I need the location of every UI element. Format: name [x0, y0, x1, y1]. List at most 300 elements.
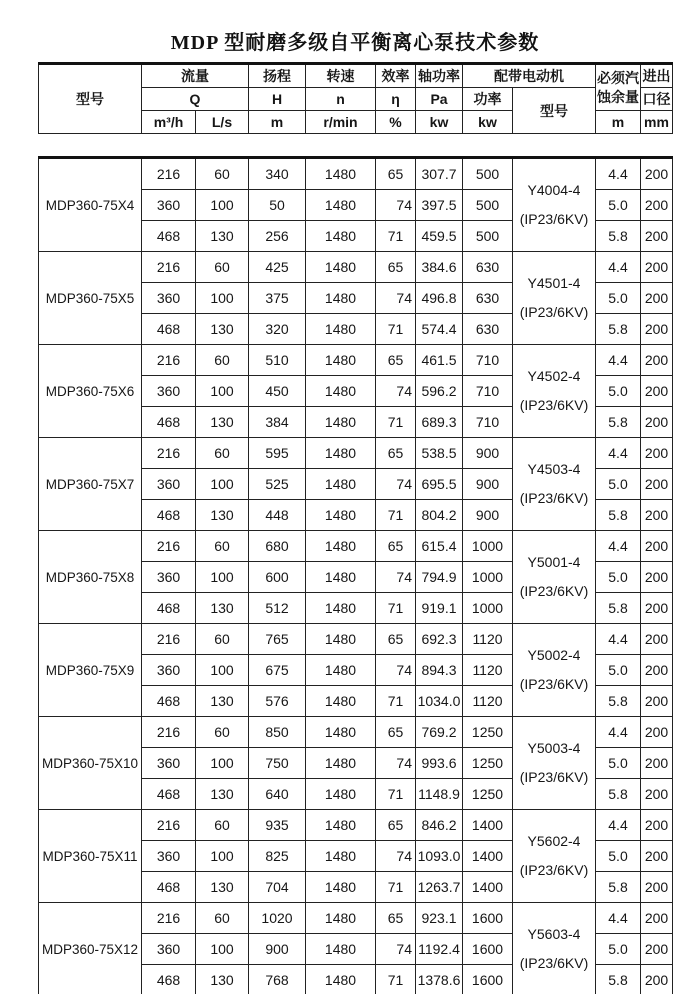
- npsh-cell: 4.4: [596, 717, 641, 748]
- flow-m3h-cell: 360: [142, 934, 196, 965]
- flow-m3h-cell: 216: [142, 438, 196, 469]
- flow-m3h-cell: 360: [142, 841, 196, 872]
- port-cell: 200: [641, 965, 673, 994]
- port-unit: mm: [641, 111, 673, 134]
- speed-cell: 1480: [306, 407, 376, 438]
- speed-cell: 1480: [306, 376, 376, 407]
- speed-cell: 1480: [306, 345, 376, 376]
- motor-model-cell: [513, 903, 596, 994]
- header-table: [38, 62, 673, 134]
- flow-symbol: Q: [142, 88, 249, 111]
- efficiency-cell: 65: [376, 531, 416, 562]
- flow-m3h-cell: 360: [142, 376, 196, 407]
- table-row: [39, 345, 673, 376]
- speed-cell: 1480: [306, 469, 376, 500]
- head-cell: 680: [249, 531, 306, 562]
- shaft-power-cell: 1378.6: [416, 965, 463, 994]
- flow-ls-cell: 60: [196, 345, 249, 376]
- motor-model-cell: [513, 531, 596, 624]
- table-row: [39, 624, 673, 655]
- npsh-cell: 5.8: [596, 500, 641, 531]
- speed-unit: r/min: [306, 111, 376, 134]
- head-cell: 900: [249, 934, 306, 965]
- head-cell: 768: [249, 965, 306, 994]
- efficiency-cell: 65: [376, 624, 416, 655]
- flow-ls-cell: 60: [196, 624, 249, 655]
- pump-model-cell: MDP360-75X9: [39, 624, 142, 717]
- efficiency-cell: 74: [376, 934, 416, 965]
- npsh-cell: 5.8: [596, 407, 641, 438]
- port-cell: 200: [641, 345, 673, 376]
- efficiency-cell: 71: [376, 407, 416, 438]
- speed-cell: 1480: [306, 841, 376, 872]
- head-cell: 750: [249, 748, 306, 779]
- pump-model-cell: MDP360-75X11: [39, 810, 142, 903]
- col-header-efficiency: 效率: [376, 64, 416, 88]
- speed-cell: 1480: [306, 314, 376, 345]
- npsh-cell: 5.0: [596, 934, 641, 965]
- flow-m3h-cell: 360: [142, 562, 196, 593]
- head-cell: 675: [249, 655, 306, 686]
- efficiency-cell: 65: [376, 345, 416, 376]
- motor-model-line1: Y5603-4: [527, 926, 581, 943]
- efficiency-symbol: η: [376, 88, 416, 111]
- flow-m3h-cell: 360: [142, 655, 196, 686]
- efficiency-cell: 71: [376, 965, 416, 994]
- col-header-port-line1: 进出: [641, 64, 673, 88]
- npsh-cell: 5.8: [596, 221, 641, 252]
- motor-power-cell: 630: [463, 283, 513, 314]
- flow-ls-cell: 130: [196, 314, 249, 345]
- speed-cell: 1480: [306, 655, 376, 686]
- flow-m3h-cell: 216: [142, 903, 196, 934]
- flow-m3h-cell: 216: [142, 531, 196, 562]
- speed-cell: 1480: [306, 190, 376, 221]
- motor-model-line1: Y4503-4: [527, 461, 581, 478]
- motor-power-cell: 1120: [463, 686, 513, 717]
- speed-cell: 1480: [306, 872, 376, 903]
- port-cell: 200: [641, 500, 673, 531]
- motor-model-line1: Y5003-4: [527, 740, 581, 757]
- shaft-power-cell: 1148.9: [416, 779, 463, 810]
- motor-power-cell: 900: [463, 500, 513, 531]
- efficiency-cell: 65: [376, 158, 416, 190]
- col-header-motor: 配带电动机: [463, 64, 596, 88]
- motor-power-cell: 1600: [463, 965, 513, 994]
- head-cell: 640: [249, 779, 306, 810]
- efficiency-cell: 65: [376, 252, 416, 283]
- motor-model-cell: [513, 438, 596, 531]
- npsh-cell: 5.0: [596, 748, 641, 779]
- npsh-label-line2: 蚀余量: [597, 88, 639, 105]
- npsh-label-line1: 必须汽: [597, 70, 639, 87]
- shaft-power-cell: 846.2: [416, 810, 463, 841]
- flow-m3h-cell: 468: [142, 407, 196, 438]
- shaft-power-cell: 695.5: [416, 469, 463, 500]
- motor-model-line2: (IP23/6KV): [519, 675, 589, 692]
- head-cell: 595: [249, 438, 306, 469]
- port-cell: 200: [641, 748, 673, 779]
- flow-ls-cell: 130: [196, 221, 249, 252]
- flow-ls-cell: 100: [196, 283, 249, 314]
- head-cell: 1020: [249, 903, 306, 934]
- efficiency-cell: 71: [376, 593, 416, 624]
- head-cell: 935: [249, 810, 306, 841]
- motor-model-line2: (IP23/6KV): [519, 861, 589, 878]
- port-cell: 200: [641, 810, 673, 841]
- speed-cell: 1480: [306, 686, 376, 717]
- table-row: [39, 531, 673, 562]
- speed-cell: 1480: [306, 624, 376, 655]
- motor-power-cell: 500: [463, 221, 513, 252]
- shaft-power-cell: 804.2: [416, 500, 463, 531]
- port-cell: 200: [641, 531, 673, 562]
- shaft-power-cell: 692.3: [416, 624, 463, 655]
- pump-model-cell: MDP360-75X4: [39, 158, 142, 252]
- flow-m3h-cell: 468: [142, 314, 196, 345]
- npsh-cell: 5.0: [596, 562, 641, 593]
- shaft-power-cell: 919.1: [416, 593, 463, 624]
- motor-power-cell: 900: [463, 438, 513, 469]
- speed-cell: 1480: [306, 965, 376, 994]
- motor-model-label: 型号: [513, 88, 596, 134]
- flow-m3h-cell: 468: [142, 500, 196, 531]
- port-cell: 200: [641, 158, 673, 190]
- head-cell: 340: [249, 158, 306, 190]
- speed-cell: 1480: [306, 158, 376, 190]
- flow-m3h-cell: 216: [142, 252, 196, 283]
- motor-power-cell: 1250: [463, 779, 513, 810]
- efficiency-cell: 71: [376, 779, 416, 810]
- shaft-power-cell: 689.3: [416, 407, 463, 438]
- col-header-npsh: [596, 64, 641, 111]
- npsh-cell: 4.4: [596, 158, 641, 190]
- motor-power-cell: 500: [463, 190, 513, 221]
- flow-ls-cell: 100: [196, 190, 249, 221]
- pump-model-cell: MDP360-75X8: [39, 531, 142, 624]
- shaft-power-cell: 459.5: [416, 221, 463, 252]
- head-symbol: H: [249, 88, 306, 111]
- port-cell: 200: [641, 872, 673, 903]
- port-cell: 200: [641, 376, 673, 407]
- table-row: [39, 252, 673, 283]
- col-header-model: 型号: [39, 64, 142, 134]
- data-table: [38, 156, 673, 994]
- motor-power-cell: 900: [463, 469, 513, 500]
- col-header-flow: 流量: [142, 64, 249, 88]
- header-row-1: [39, 64, 673, 88]
- shaft-power-cell: 496.8: [416, 283, 463, 314]
- col-header-head: 扬程: [249, 64, 306, 88]
- head-cell: 825: [249, 841, 306, 872]
- speed-cell: 1480: [306, 252, 376, 283]
- flow-m3h-cell: 468: [142, 965, 196, 994]
- shaft-power-symbol: Pa: [416, 88, 463, 111]
- efficiency-cell: 74: [376, 376, 416, 407]
- npsh-cell: 4.4: [596, 810, 641, 841]
- pump-model-cell: MDP360-75X7: [39, 438, 142, 531]
- head-cell: 850: [249, 717, 306, 748]
- speed-cell: 1480: [306, 500, 376, 531]
- speed-cell: 1480: [306, 593, 376, 624]
- pump-model-cell: MDP360-75X10: [39, 717, 142, 810]
- efficiency-cell: 74: [376, 748, 416, 779]
- flow-ls-cell: 130: [196, 686, 249, 717]
- shaft-power-cell: 1093.0: [416, 841, 463, 872]
- port-cell: 200: [641, 903, 673, 934]
- npsh-cell: 4.4: [596, 624, 641, 655]
- table-row: [39, 438, 673, 469]
- port-cell: 200: [641, 283, 673, 314]
- shaft-power-cell: 397.5: [416, 190, 463, 221]
- flow-m3h-cell: 216: [142, 624, 196, 655]
- flow-ls-cell: 130: [196, 872, 249, 903]
- flow-m3h-cell: 468: [142, 686, 196, 717]
- shaft-power-cell: 1192.4: [416, 934, 463, 965]
- motor-model-line1: Y5001-4: [527, 554, 581, 571]
- flow-unit-m3h: m³/h: [142, 111, 196, 134]
- motor-power-cell: 1000: [463, 562, 513, 593]
- efficiency-cell: 74: [376, 841, 416, 872]
- head-cell: 510: [249, 345, 306, 376]
- flow-m3h-cell: 468: [142, 221, 196, 252]
- npsh-cell: 5.8: [596, 965, 641, 994]
- speed-cell: 1480: [306, 779, 376, 810]
- speed-cell: 1480: [306, 531, 376, 562]
- npsh-cell: 5.0: [596, 376, 641, 407]
- speed-cell: 1480: [306, 562, 376, 593]
- port-cell: 200: [641, 314, 673, 345]
- flow-m3h-cell: 360: [142, 469, 196, 500]
- motor-model-line2: (IP23/6KV): [519, 210, 589, 227]
- shaft-power-cell: 894.3: [416, 655, 463, 686]
- shaft-power-cell: 1263.7: [416, 872, 463, 903]
- efficiency-unit: %: [376, 111, 416, 134]
- efficiency-cell: 74: [376, 190, 416, 221]
- motor-model-cell: [513, 810, 596, 903]
- motor-power-cell: 1250: [463, 748, 513, 779]
- motor-model-line2: (IP23/6KV): [519, 954, 589, 971]
- motor-model-line1: Y4502-4: [527, 368, 581, 385]
- efficiency-cell: 74: [376, 469, 416, 500]
- motor-power-unit: kw: [463, 111, 513, 134]
- motor-power-cell: 1600: [463, 934, 513, 965]
- head-cell: 375: [249, 283, 306, 314]
- speed-cell: 1480: [306, 283, 376, 314]
- efficiency-cell: 74: [376, 655, 416, 686]
- head-cell: 512: [249, 593, 306, 624]
- motor-model-line2: (IP23/6KV): [519, 489, 589, 506]
- flow-m3h-cell: 360: [142, 283, 196, 314]
- shaft-power-cell: 538.5: [416, 438, 463, 469]
- shaft-power-cell: 574.4: [416, 314, 463, 345]
- motor-power-cell: 1120: [463, 624, 513, 655]
- speed-cell: 1480: [306, 438, 376, 469]
- head-cell: 765: [249, 624, 306, 655]
- npsh-cell: 4.4: [596, 903, 641, 934]
- pump-model-cell: MDP360-75X12: [39, 903, 142, 994]
- motor-model-line1: Y4501-4: [527, 275, 581, 292]
- efficiency-cell: 65: [376, 438, 416, 469]
- table-row: [39, 158, 673, 190]
- flow-ls-cell: 60: [196, 252, 249, 283]
- port-cell: 200: [641, 593, 673, 624]
- port-cell: 200: [641, 438, 673, 469]
- port-cell: 200: [641, 686, 673, 717]
- port-cell: 200: [641, 717, 673, 748]
- flow-ls-cell: 60: [196, 717, 249, 748]
- motor-model-line1: Y4004-4: [527, 182, 581, 199]
- npsh-cell: 5.0: [596, 469, 641, 500]
- motor-model-line2: (IP23/6KV): [519, 768, 589, 785]
- port-cell: 200: [641, 252, 673, 283]
- head-cell: 600: [249, 562, 306, 593]
- efficiency-cell: 71: [376, 500, 416, 531]
- port-cell: 200: [641, 779, 673, 810]
- head-cell: 704: [249, 872, 306, 903]
- speed-cell: 1480: [306, 221, 376, 252]
- npsh-cell: 5.0: [596, 190, 641, 221]
- motor-power-label: 功率: [463, 88, 513, 111]
- port-cell: 200: [641, 190, 673, 221]
- speed-cell: 1480: [306, 810, 376, 841]
- table-row: [39, 717, 673, 748]
- flow-ls-cell: 100: [196, 376, 249, 407]
- flow-m3h-cell: 216: [142, 810, 196, 841]
- shaft-power-cell: 307.7: [416, 158, 463, 190]
- shaft-power-cell: 615.4: [416, 531, 463, 562]
- motor-power-cell: 710: [463, 407, 513, 438]
- efficiency-cell: 71: [376, 872, 416, 903]
- motor-model-line1: Y5602-4: [527, 833, 581, 850]
- motor-power-cell: 1400: [463, 872, 513, 903]
- head-cell: 450: [249, 376, 306, 407]
- motor-power-cell: 710: [463, 345, 513, 376]
- flow-ls-cell: 100: [196, 562, 249, 593]
- flow-m3h-cell: 468: [142, 779, 196, 810]
- shaft-power-unit: kw: [416, 111, 463, 134]
- motor-model-cell: [513, 717, 596, 810]
- table-row: [39, 810, 673, 841]
- npsh-cell: 4.4: [596, 252, 641, 283]
- npsh-cell: 5.8: [596, 872, 641, 903]
- shaft-power-cell: 993.6: [416, 748, 463, 779]
- head-cell: 320: [249, 314, 306, 345]
- motor-model-cell: [513, 158, 596, 252]
- port-cell: 200: [641, 407, 673, 438]
- shaft-power-cell: 769.2: [416, 717, 463, 748]
- npsh-unit: m: [596, 111, 641, 134]
- col-header-speed: 转速: [306, 64, 376, 88]
- speed-cell: 1480: [306, 934, 376, 965]
- col-header-port-line2: 口径: [641, 88, 673, 111]
- flow-ls-cell: 60: [196, 531, 249, 562]
- npsh-cell: 4.4: [596, 438, 641, 469]
- npsh-cell: 5.0: [596, 283, 641, 314]
- head-cell: 256: [249, 221, 306, 252]
- flow-ls-cell: 100: [196, 841, 249, 872]
- efficiency-cell: 71: [376, 686, 416, 717]
- motor-power-cell: 630: [463, 314, 513, 345]
- flow-ls-cell: 100: [196, 934, 249, 965]
- head-cell: 448: [249, 500, 306, 531]
- flow-m3h-cell: 468: [142, 593, 196, 624]
- flow-ls-cell: 100: [196, 655, 249, 686]
- motor-model-line2: (IP23/6KV): [519, 582, 589, 599]
- efficiency-cell: 74: [376, 283, 416, 314]
- motor-model-line1: Y5002-4: [527, 647, 581, 664]
- motor-power-cell: 710: [463, 376, 513, 407]
- npsh-cell: 5.0: [596, 841, 641, 872]
- shaft-power-cell: 923.1: [416, 903, 463, 934]
- flow-ls-cell: 130: [196, 779, 249, 810]
- head-cell: 525: [249, 469, 306, 500]
- motor-model-cell: [513, 345, 596, 438]
- efficiency-cell: 65: [376, 903, 416, 934]
- speed-cell: 1480: [306, 717, 376, 748]
- npsh-cell: 5.8: [596, 779, 641, 810]
- head-cell: 50: [249, 190, 306, 221]
- npsh-cell: 5.8: [596, 314, 641, 345]
- motor-power-cell: 1600: [463, 903, 513, 934]
- motor-model-cell: [513, 252, 596, 345]
- head-cell: 576: [249, 686, 306, 717]
- flow-ls-cell: 130: [196, 407, 249, 438]
- efficiency-cell: 65: [376, 717, 416, 748]
- npsh-cell: 4.4: [596, 345, 641, 376]
- pump-model-cell: MDP360-75X5: [39, 252, 142, 345]
- port-cell: 200: [641, 624, 673, 655]
- head-unit: m: [249, 111, 306, 134]
- flow-m3h-cell: 360: [142, 190, 196, 221]
- npsh-cell: 5.0: [596, 655, 641, 686]
- motor-power-cell: 630: [463, 252, 513, 283]
- efficiency-cell: 74: [376, 562, 416, 593]
- flow-ls-cell: 100: [196, 469, 249, 500]
- flow-ls-cell: 100: [196, 748, 249, 779]
- flow-ls-cell: 60: [196, 903, 249, 934]
- flow-m3h-cell: 216: [142, 717, 196, 748]
- speed-cell: 1480: [306, 748, 376, 779]
- speed-cell: 1480: [306, 903, 376, 934]
- flow-ls-cell: 60: [196, 810, 249, 841]
- port-cell: 200: [641, 934, 673, 965]
- motor-power-cell: 1400: [463, 841, 513, 872]
- shaft-power-cell: 596.2: [416, 376, 463, 407]
- npsh-cell: 5.8: [596, 686, 641, 717]
- head-cell: 384: [249, 407, 306, 438]
- npsh-cell: 5.8: [596, 593, 641, 624]
- motor-power-cell: 1400: [463, 810, 513, 841]
- efficiency-cell: 71: [376, 314, 416, 345]
- flow-ls-cell: 60: [196, 158, 249, 190]
- shaft-power-cell: 794.9: [416, 562, 463, 593]
- npsh-cell: 4.4: [596, 531, 641, 562]
- efficiency-cell: 71: [376, 221, 416, 252]
- port-cell: 200: [641, 655, 673, 686]
- efficiency-cell: 65: [376, 810, 416, 841]
- motor-power-cell: 1250: [463, 717, 513, 748]
- flow-ls-cell: 130: [196, 965, 249, 994]
- shaft-power-cell: 1034.0: [416, 686, 463, 717]
- head-cell: 425: [249, 252, 306, 283]
- flow-m3h-cell: 468: [142, 872, 196, 903]
- motor-model-line2: (IP23/6KV): [519, 303, 589, 320]
- motor-power-cell: 1000: [463, 593, 513, 624]
- port-cell: 200: [641, 469, 673, 500]
- motor-power-cell: 1000: [463, 531, 513, 562]
- shaft-power-cell: 461.5: [416, 345, 463, 376]
